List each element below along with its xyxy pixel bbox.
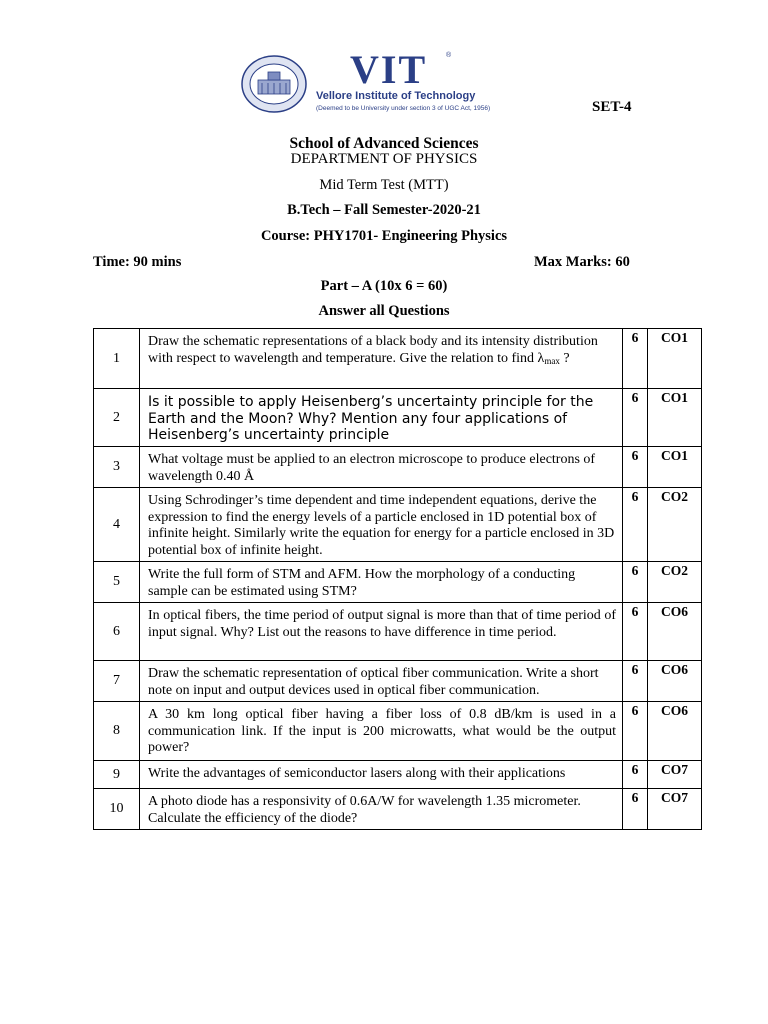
question-marks bbox=[623, 761, 648, 789]
question-number: 10 bbox=[94, 789, 140, 830]
question-number: 1 bbox=[94, 329, 140, 389]
question-body: Draw the schematic representation of optical fiber communication. Write a short note on input and output devices used in optical fiber communication. bbox=[148, 666, 599, 698]
question-text bbox=[140, 789, 623, 830]
marks-value: 6 bbox=[631, 448, 639, 463]
question-text bbox=[140, 603, 623, 661]
test-title: Mid Term Test (MTT) bbox=[319, 177, 449, 193]
marks-value: 6 bbox=[631, 390, 639, 405]
marks-value: 6 bbox=[631, 703, 639, 718]
question-text bbox=[140, 661, 623, 702]
registered-mark: ® bbox=[446, 52, 452, 59]
part-heading: Part – A (10x 6 = 60) bbox=[320, 278, 448, 294]
school-title: School of Advanced Sciences bbox=[289, 135, 479, 152]
question-text bbox=[140, 562, 623, 603]
question-text bbox=[140, 389, 623, 447]
question-number: 4 bbox=[94, 488, 140, 562]
question-number: 9 bbox=[94, 761, 140, 789]
co-value: CO2 bbox=[661, 489, 688, 504]
question-marks bbox=[623, 389, 648, 447]
marks-value: 6 bbox=[631, 662, 639, 677]
table-row bbox=[94, 562, 702, 603]
co-value: CO6 bbox=[661, 662, 688, 677]
marks-value: 6 bbox=[631, 330, 639, 345]
question-body: A photo diode has a responsivity of 0.6A/W for wavelength 1.35 micrometer. Calculate the efficiency of the diode? bbox=[148, 794, 581, 826]
question-number: 6 bbox=[94, 603, 140, 661]
table-row bbox=[94, 761, 702, 789]
co-value: CO7 bbox=[661, 790, 688, 805]
question-text bbox=[140, 329, 623, 389]
question-text bbox=[140, 488, 623, 562]
course-outcome bbox=[648, 488, 702, 562]
question-body: Write the advantages of semiconductor lasers along with their applications bbox=[148, 766, 566, 781]
table-row bbox=[94, 488, 702, 562]
course-outcome bbox=[648, 661, 702, 702]
institute-tagline: (Deemed to be University under section 3 of UGC Act, 1956) bbox=[316, 105, 491, 112]
question-text bbox=[140, 761, 623, 789]
time-limit: Time: 90 mins bbox=[93, 254, 182, 270]
question-body: In optical fibers, the time period of output signal is more than that of time period of input signal. Why? List out the reasons to have difference in time period. bbox=[148, 608, 616, 640]
co-value: CO1 bbox=[661, 390, 688, 405]
course-outcome bbox=[648, 603, 702, 661]
co-value: CO7 bbox=[661, 762, 688, 777]
institute-name: Vellore Institute of Technology bbox=[316, 90, 476, 102]
question-text-part: Draw the schematic representations of a black body and its intensity distribution with respect to wavelength and temperature. Give the relation to find λ bbox=[148, 334, 598, 366]
question-number: 7 bbox=[94, 661, 140, 702]
course-outcome bbox=[648, 389, 702, 447]
marks-value: 6 bbox=[631, 489, 639, 504]
course-outcome bbox=[648, 789, 702, 830]
table-row bbox=[94, 389, 702, 447]
question-body: What voltage must be applied to an electron microscope to produce electrons of wavelength 0.40 Å bbox=[148, 452, 596, 484]
program-title: B.Tech – Fall Semester-2020-21 bbox=[287, 202, 481, 218]
university-seal-icon bbox=[238, 52, 310, 116]
table-row bbox=[94, 329, 702, 389]
question-text-part: ? bbox=[559, 350, 570, 366]
co-value: CO1 bbox=[661, 330, 688, 345]
table-row bbox=[94, 603, 702, 661]
marks-value: 6 bbox=[631, 563, 639, 578]
co-value: CO6 bbox=[661, 703, 688, 718]
lambda-subscript: max bbox=[544, 355, 560, 366]
question-marks bbox=[623, 562, 648, 603]
question-text bbox=[140, 702, 623, 761]
question-marks bbox=[623, 447, 648, 488]
question-marks bbox=[623, 702, 648, 761]
question-body: Using Schrodinger’s time dependent and time independent equations, derive the expression to find the energy levels of a particle enclosed in 1D potential box of infinite height. Similarly write the equation for energy for a particle enclosed in 3D potential box of infinite height. bbox=[148, 493, 615, 558]
question-body: Is it possible to apply Heisenberg’s uncertainty principle for the Earth and the Moon? Why? Mention any four applications of Heisenberg’s uncertainty principle bbox=[148, 394, 594, 443]
question-marks bbox=[623, 329, 648, 389]
course-outcome bbox=[648, 562, 702, 603]
instruction: Answer all Questions bbox=[318, 303, 450, 319]
question-marks bbox=[623, 661, 648, 702]
co-value: CO6 bbox=[661, 604, 688, 619]
course-title: Course: PHY1701- Engineering Physics bbox=[260, 228, 508, 244]
question-body: A 30 km long optical fiber having a fiber loss of 0.8 dB/km is used in a communication link. If the input is 200 microwatts, what would be the output power? bbox=[148, 707, 616, 755]
questions-table bbox=[93, 328, 702, 830]
table-row bbox=[94, 447, 702, 488]
course-outcome bbox=[648, 761, 702, 789]
question-number: 5 bbox=[94, 562, 140, 603]
course-outcome bbox=[648, 447, 702, 488]
table-row bbox=[94, 661, 702, 702]
question-number: 2 bbox=[94, 389, 140, 447]
question-body: Write the full form of STM and AFM. How the morphology of a conducting sample can be estimated using STM? bbox=[148, 567, 576, 599]
question-text bbox=[140, 447, 623, 488]
max-marks: Max Marks: 60 bbox=[534, 254, 630, 270]
question-marks bbox=[623, 603, 648, 661]
vit-logo bbox=[232, 46, 502, 122]
marks-value: 6 bbox=[631, 762, 639, 777]
question-number: 3 bbox=[94, 447, 140, 488]
question-marks bbox=[623, 789, 648, 830]
marks-value: 6 bbox=[631, 790, 639, 805]
co-value: CO2 bbox=[661, 563, 688, 578]
question-number: 8 bbox=[94, 702, 140, 761]
logo-wordmark: VIT bbox=[350, 47, 428, 92]
course-outcome bbox=[648, 329, 702, 389]
marks-value: 6 bbox=[631, 604, 639, 619]
course-outcome bbox=[648, 702, 702, 761]
table-row bbox=[94, 789, 702, 830]
table-row bbox=[94, 702, 702, 761]
set-label: SET-4 bbox=[592, 99, 632, 115]
question-marks bbox=[623, 488, 648, 562]
co-value: CO1 bbox=[661, 448, 688, 463]
department-title: DEPARTMENT OF PHYSICS bbox=[290, 151, 478, 167]
